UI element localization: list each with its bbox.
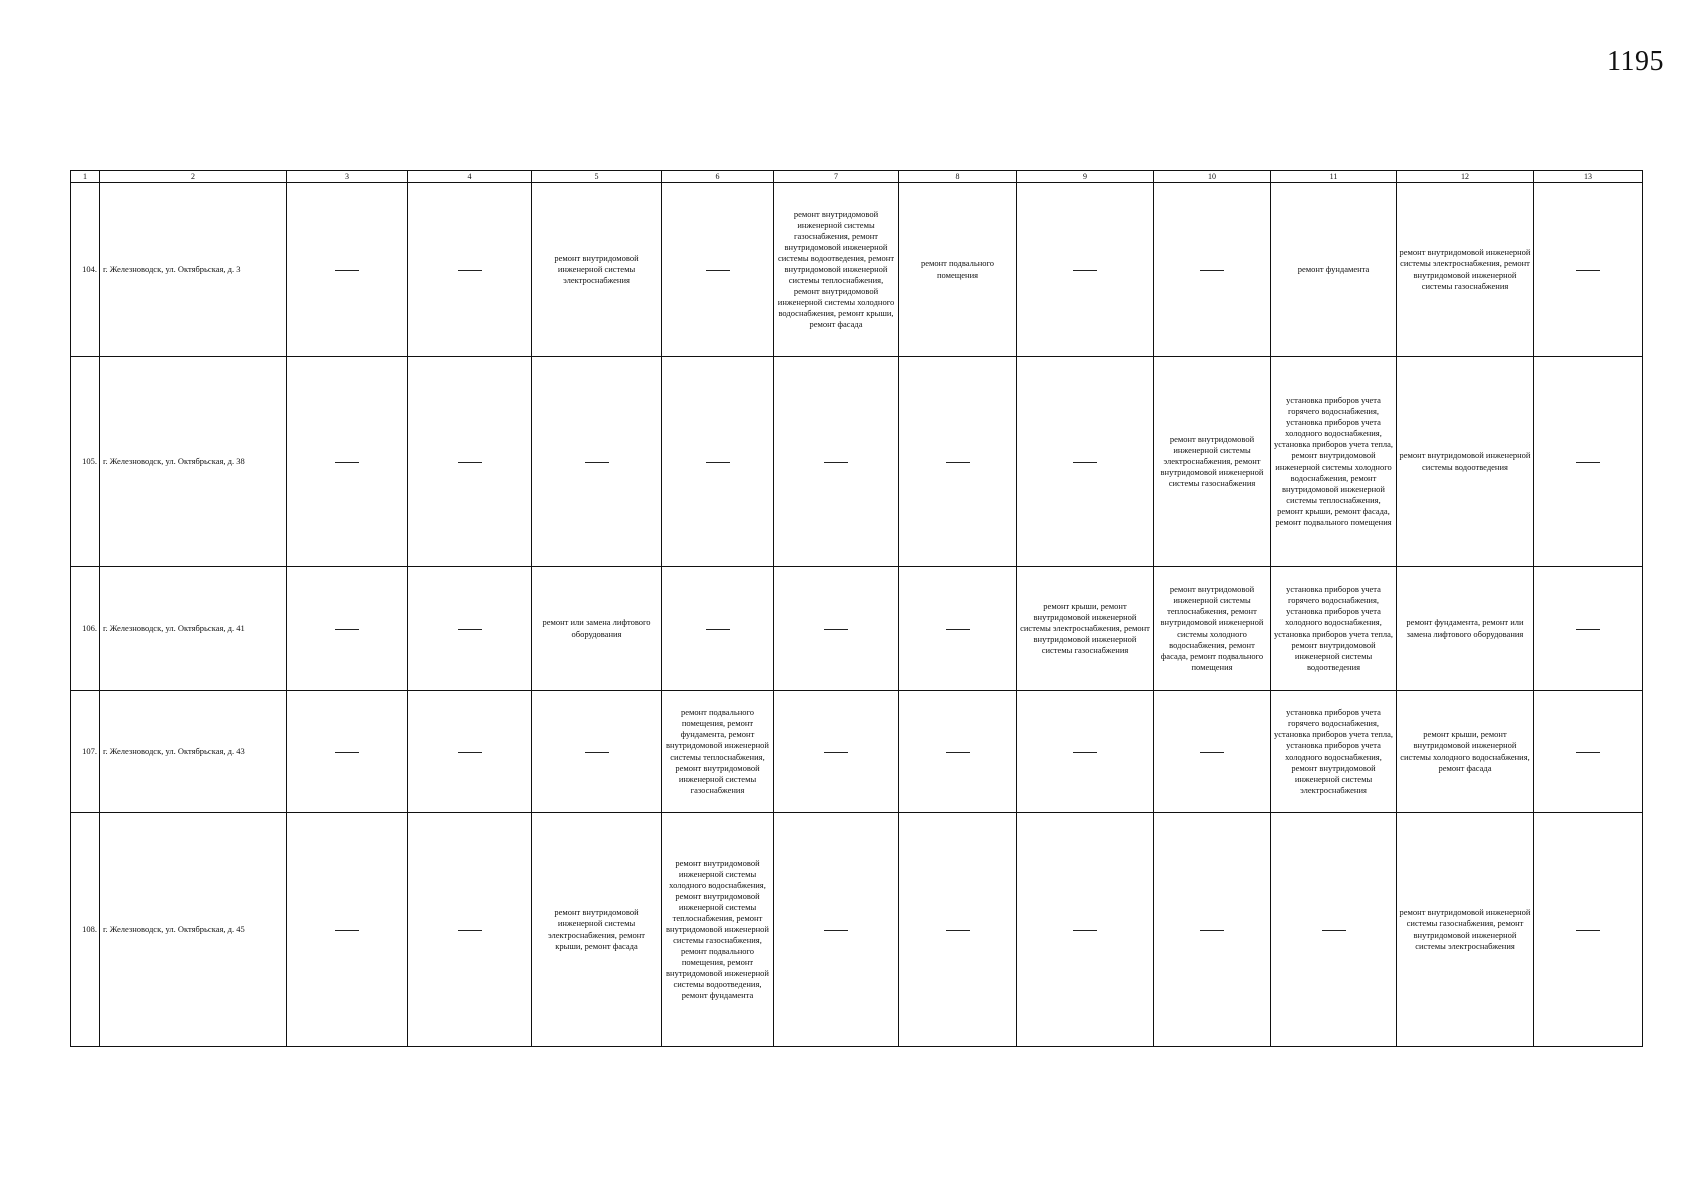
- dash-mark: [1200, 270, 1224, 271]
- dash-mark: [706, 270, 730, 271]
- work-type-cell: ремонт подвального помещения: [899, 183, 1017, 357]
- dash-mark: [946, 752, 970, 753]
- table-row: [71, 357, 1643, 567]
- column-number: 4: [408, 171, 532, 183]
- work-type-cell: ремонт фундамента, ремонт или замена лифтового оборудования: [1397, 567, 1534, 691]
- dash-mark: [824, 752, 848, 753]
- empty-cell: [408, 567, 532, 691]
- dash-mark: [1576, 930, 1600, 931]
- dash-mark: [706, 462, 730, 463]
- empty-cell: [532, 691, 662, 813]
- dash-mark: [946, 462, 970, 463]
- empty-cell: [408, 691, 532, 813]
- row-number: 107.: [71, 691, 100, 813]
- dash-mark: [335, 270, 359, 271]
- work-type-cell: ремонт внутридомовой инженерной системы водоотведения: [1397, 357, 1534, 567]
- empty-cell: [1534, 357, 1643, 567]
- empty-cell: [1534, 813, 1643, 1047]
- work-type-cell: ремонт крыши, ремонт внутридомовой инженерной системы холодного водоснабжения, ремонт фасада: [1397, 691, 1534, 813]
- column-number-header-row: [71, 171, 1643, 183]
- dash-mark: [1073, 752, 1097, 753]
- empty-cell: [1534, 691, 1643, 813]
- work-type-cell: ремонт внутридомовой инженерной системы газоснабжения, ремонт внутридомовой инженерной системы электроснабжения: [1397, 813, 1534, 1047]
- dash-mark: [458, 629, 482, 630]
- column-number: 1: [71, 171, 100, 183]
- empty-cell: [1017, 183, 1154, 357]
- empty-cell: [1271, 813, 1397, 1047]
- empty-cell: [1534, 567, 1643, 691]
- empty-cell: [1534, 183, 1643, 357]
- work-type-cell: ремонт внутридомовой инженерной системы электроснабжения, ремонт внутридомовой инженерной системы газоснабжения: [1397, 183, 1534, 357]
- dash-mark: [1200, 930, 1224, 931]
- column-number: 8: [899, 171, 1017, 183]
- row-number: 108.: [71, 813, 100, 1047]
- dash-mark: [1200, 752, 1224, 753]
- empty-cell: [662, 183, 774, 357]
- empty-cell: [1154, 691, 1271, 813]
- dash-mark: [946, 629, 970, 630]
- empty-cell: [408, 813, 532, 1047]
- dash-mark: [458, 270, 482, 271]
- empty-cell: [532, 357, 662, 567]
- empty-cell: [408, 183, 532, 357]
- empty-cell: [287, 691, 408, 813]
- dash-mark: [1576, 462, 1600, 463]
- table-row: [71, 813, 1643, 1047]
- table-row: [71, 183, 1643, 357]
- empty-cell: [899, 567, 1017, 691]
- empty-cell: [408, 357, 532, 567]
- empty-cell: [1017, 813, 1154, 1047]
- repair-schedule-table: [70, 170, 1643, 1047]
- work-type-cell: ремонт крыши, ремонт внутридомовой инженерной системы электроснабжения, ремонт внутридомовой инженерной системы газоснабжения: [1017, 567, 1154, 691]
- column-number: 11: [1271, 171, 1397, 183]
- work-type-cell: ремонт внутридомовой инженерной системы электроснабжения: [532, 183, 662, 357]
- dash-mark: [458, 462, 482, 463]
- work-type-cell: установка приборов учета горячего водоснабжения, установка приборов учета тепла, установка приборов учета холодного водоснабжения, ремонт внутридомовой инженерной системы электроснабжения: [1271, 691, 1397, 813]
- empty-cell: [899, 691, 1017, 813]
- empty-cell: [287, 357, 408, 567]
- empty-cell: [1154, 813, 1271, 1047]
- empty-cell: [662, 567, 774, 691]
- column-number: 5: [532, 171, 662, 183]
- table-row: [71, 567, 1643, 691]
- empty-cell: [1017, 691, 1154, 813]
- column-number: 7: [774, 171, 899, 183]
- page-number: 1195: [1607, 46, 1664, 77]
- empty-cell: [1154, 183, 1271, 357]
- table-row: [71, 691, 1643, 813]
- work-type-cell: ремонт внутридомовой инженерной системы холодного водоснабжения, ремонт внутридомовой инженерной системы теплоснабжения, ремонт внутридомовой инженерной системы газоснабжения, ремонт подвального помещения, ремонт внутридомовой инженерной системы водоотведения, ремонт фундамента: [662, 813, 774, 1047]
- row-number: 106.: [71, 567, 100, 691]
- empty-cell: [287, 567, 408, 691]
- dash-mark: [335, 752, 359, 753]
- row-number: 105.: [71, 357, 100, 567]
- work-type-cell: ремонт подвального помещения, ремонт фундамента, ремонт внутридомовой инженерной системы теплоснабжения, ремонт внутридомовой инженерной системы газоснабжения: [662, 691, 774, 813]
- column-number: 3: [287, 171, 408, 183]
- dash-mark: [585, 462, 609, 463]
- work-type-cell: ремонт внутридомовой инженерной системы электроснабжения, ремонт крыши, ремонт фасада: [532, 813, 662, 1047]
- dash-mark: [706, 629, 730, 630]
- column-number: 6: [662, 171, 774, 183]
- dash-mark: [335, 462, 359, 463]
- address-cell: г. Железноводск, ул. Октябрьская, д. 43: [100, 691, 287, 813]
- work-type-cell: ремонт или замена лифтового оборудования: [532, 567, 662, 691]
- empty-cell: [287, 813, 408, 1047]
- address-cell: г. Железноводск, ул. Октябрьская, д. 3: [100, 183, 287, 357]
- dash-mark: [1576, 629, 1600, 630]
- dash-mark: [458, 930, 482, 931]
- empty-cell: [899, 357, 1017, 567]
- dash-mark: [335, 629, 359, 630]
- dash-mark: [1073, 930, 1097, 931]
- work-type-cell: ремонт внутридомовой инженерной системы электроснабжения, ремонт внутридомовой инженерной системы газоснабжения: [1154, 357, 1271, 567]
- empty-cell: [774, 691, 899, 813]
- dash-mark: [585, 752, 609, 753]
- dash-mark: [335, 930, 359, 931]
- column-number: 13: [1534, 171, 1643, 183]
- dash-mark: [1073, 270, 1097, 271]
- work-type-cell: ремонт внутридомовой инженерной системы теплоснабжения, ремонт внутридомовой инженерной системы холодного водоснабжения, ремонт фасада, ремонт подвального помещения: [1154, 567, 1271, 691]
- work-type-cell: установка приборов учета горячего водоснабжения, установка приборов учета холодного водоснабжения, установка приборов учета тепла, ремонт внутридомовой инженерной системы холодного водоснабжения, ремонт внутридомовой инженерной системы теплоснабжения, ремонт крыши, ремонт фасада, ремонт подвального помещения: [1271, 357, 1397, 567]
- dash-mark: [458, 752, 482, 753]
- work-type-cell: установка приборов учета горячего водоснабжения, установка приборов учета холодного водоснабжения, установка приборов учета тепла, ремонт внутридомовой инженерной системы водоотведения: [1271, 567, 1397, 691]
- column-number: 2: [100, 171, 287, 183]
- dash-mark: [824, 930, 848, 931]
- empty-cell: [774, 813, 899, 1047]
- dash-mark: [1322, 930, 1346, 931]
- column-number: 12: [1397, 171, 1534, 183]
- empty-cell: [287, 183, 408, 357]
- dash-mark: [1576, 270, 1600, 271]
- empty-cell: [899, 813, 1017, 1047]
- empty-cell: [1017, 357, 1154, 567]
- work-type-cell: ремонт фундамента: [1271, 183, 1397, 357]
- column-number: 10: [1154, 171, 1271, 183]
- dash-mark: [946, 930, 970, 931]
- address-cell: г. Железноводск, ул. Октябрьская, д. 38: [100, 357, 287, 567]
- address-cell: г. Железноводск, ул. Октябрьская, д. 41: [100, 567, 287, 691]
- dash-mark: [824, 462, 848, 463]
- empty-cell: [662, 357, 774, 567]
- row-number: 104.: [71, 183, 100, 357]
- address-cell: г. Железноводск, ул. Октябрьская, д. 45: [100, 813, 287, 1047]
- column-number: 9: [1017, 171, 1154, 183]
- dash-mark: [1576, 752, 1600, 753]
- work-type-cell: ремонт внутридомовой инженерной системы газоснабжения, ремонт внутридомовой инженерной системы водоотведения, ремонт внутридомовой инженерной системы теплоснабжения, ремонт внутридомовой инженерной системы холодного водоснабжения, ремонт крыши, ремонт фасада: [774, 183, 899, 357]
- dash-mark: [824, 629, 848, 630]
- empty-cell: [774, 567, 899, 691]
- empty-cell: [774, 357, 899, 567]
- dash-mark: [1073, 462, 1097, 463]
